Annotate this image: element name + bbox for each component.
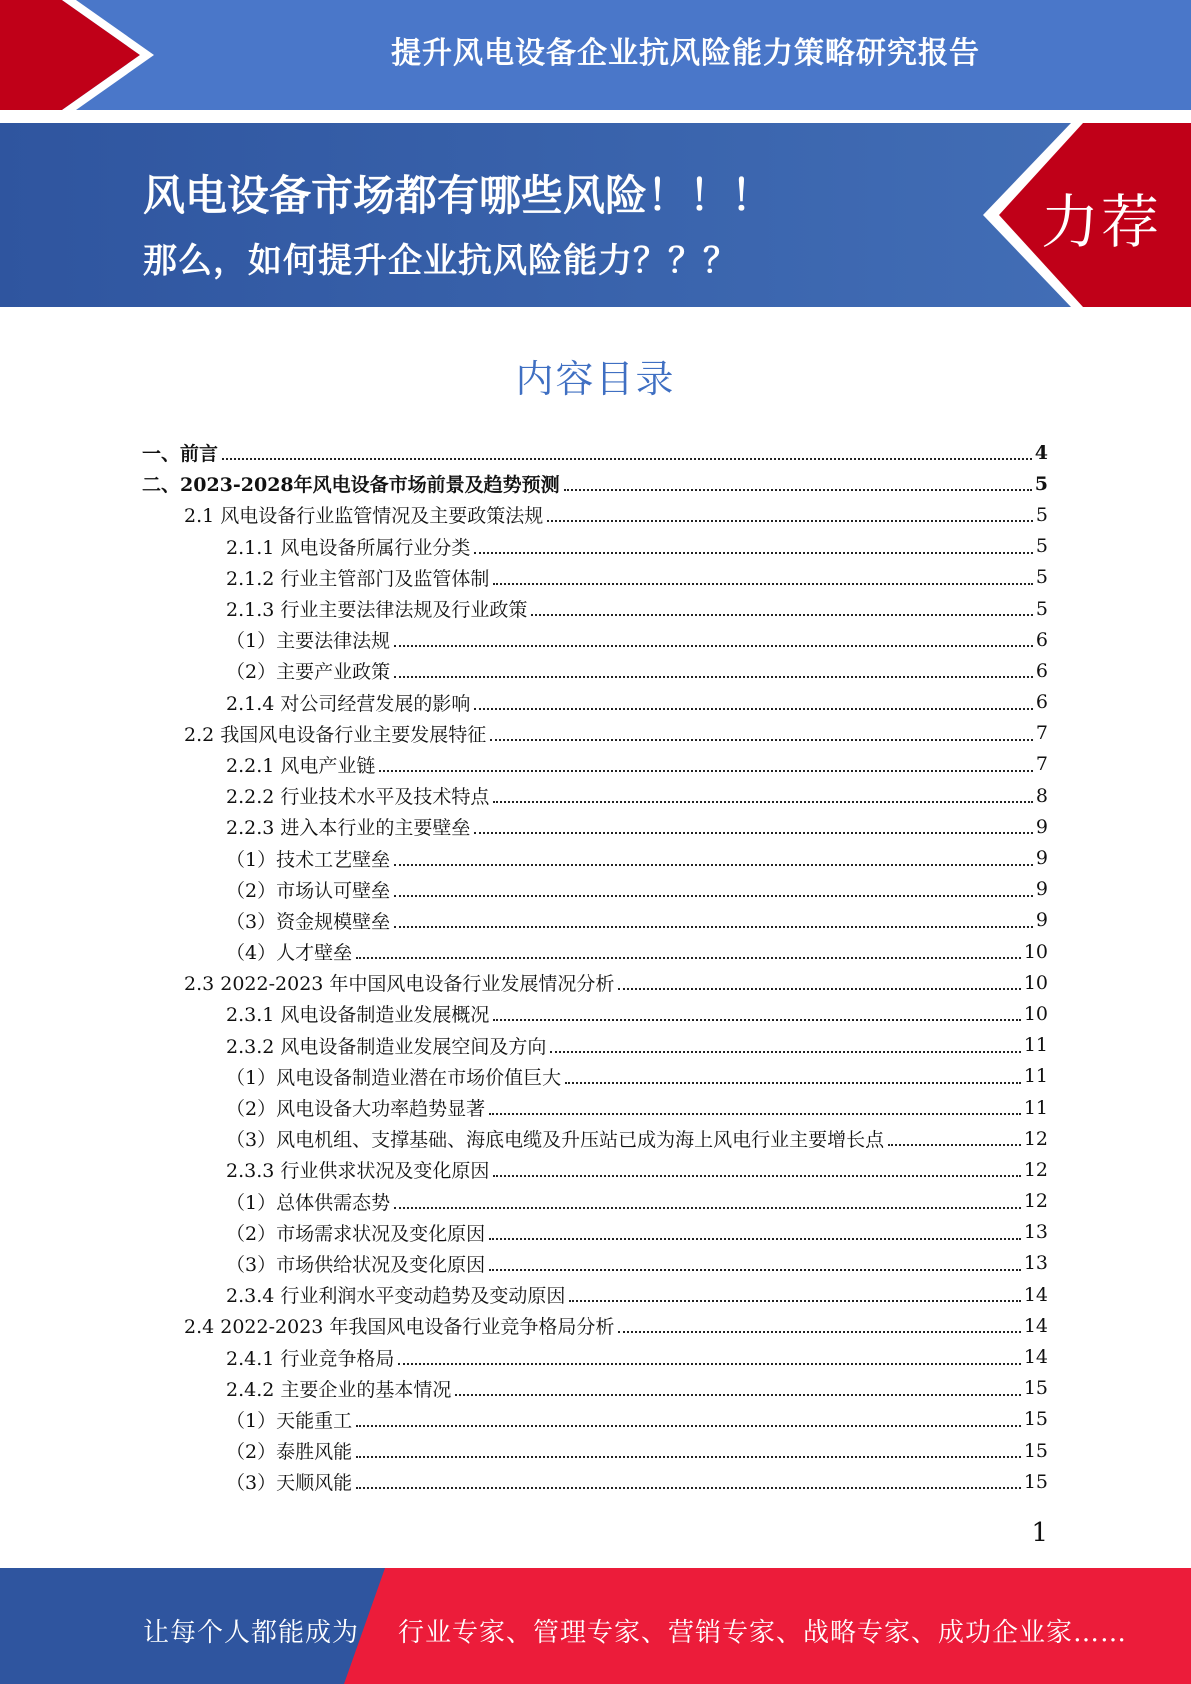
toc-dot-leader [356,1455,1021,1458]
toc-entry[interactable] [142,499,1048,530]
toc-entry-label: 2.1.2 行业主管部门及监管体制 [226,567,490,590]
toc-entry-page: 5 [1035,597,1048,620]
toc-entry-page: 5 [1035,503,1048,526]
toc-entry[interactable] [142,1279,1048,1310]
toc-entry-page: 7 [1035,722,1048,745]
toc-entry[interactable] [142,936,1048,967]
toc-entry-label: （3）市场供给状况及变化原因 [226,1253,486,1276]
toc-entry[interactable] [142,1154,1048,1185]
toc-entry-page: 11 [1023,1065,1048,1088]
toc-entry[interactable] [142,874,1048,905]
toc-dot-leader [550,1050,1020,1053]
toc-dot-leader [356,956,1021,959]
toc-entry-label: 2.1.4 对公司经营发展的影响 [226,692,471,715]
toc-entry-page: 11 [1023,1034,1048,1057]
toc-entry[interactable] [142,1123,1048,1154]
toc-entry[interactable] [142,718,1048,749]
toc-entry[interactable] [142,1092,1048,1123]
toc-entry[interactable] [142,531,1048,562]
toc-entry[interactable] [142,905,1048,936]
toc-entry[interactable] [142,1341,1048,1372]
toc-entry-label: 2.4.1 行业竞争格局 [226,1347,395,1370]
table-of-contents [142,437,1048,1497]
toc-entry-label: 二、2023-2028年风电设备市场前景及趋势预测 [142,474,560,497]
toc-entry-page: 6 [1035,628,1048,651]
toc-dot-leader [888,1143,1021,1146]
toc-entry-label: 2.1.3 行业主要法律法规及行业政策 [226,599,528,622]
toc-entry-page: 6 [1035,659,1048,682]
toc-entry-label: 2.3.2 风电设备制造业发展空间及方向 [226,1035,547,1058]
toc-entry[interactable] [142,1061,1048,1092]
toc-entry[interactable] [142,593,1048,624]
toc-dot-leader [474,707,1033,710]
toc-entry[interactable] [142,842,1048,873]
toc-entry[interactable] [142,780,1048,811]
toc-entry-page: 9 [1035,815,1048,838]
toc-entry[interactable] [142,624,1048,655]
toc-entry-page: 12 [1023,1190,1048,1213]
toc-entry-label: （2）主要产业政策 [226,661,391,684]
toc-entry-page: 15 [1023,1470,1048,1493]
toc-entry-label: （2）市场认可壁垒 [226,879,391,902]
toc-entry-page: 6 [1035,691,1048,714]
headline-question: 那么，如何提升企业抗风险能力？？？ [143,241,738,281]
red-chevron-decoration [0,0,180,110]
toc-entry-label: 2.3 2022-2023 年中国风电设备行业发展情况分析 [184,973,615,996]
toc-dot-leader [394,1206,1021,1209]
toc-entry[interactable] [142,811,1048,842]
toc-entry[interactable] [142,687,1048,718]
toc-entry-label: 2.3.1 风电设备制造业发展概况 [226,1004,490,1027]
toc-entry-page: 12 [1023,1127,1048,1150]
toc-entry[interactable] [142,562,1048,593]
toc-entry-page: 14 [1023,1346,1048,1369]
toc-entry[interactable] [142,749,1048,780]
toc-entry-page: 15 [1023,1439,1048,1462]
toc-entry-label: 2.3.3 行业供求状况及变化原因 [226,1160,490,1183]
toc-entry-label: （2）市场需求状况及变化原因 [226,1222,486,1245]
toc-entry[interactable] [142,437,1048,468]
toc-entry[interactable] [142,1435,1048,1466]
toc-entry-page: 9 [1035,909,1048,932]
toc-entry-page: 7 [1035,753,1048,776]
toc-entry[interactable] [142,1248,1048,1279]
toc-entry[interactable] [142,998,1048,1029]
toc-dot-leader [394,675,1033,678]
toc-entry[interactable] [142,1030,1048,1061]
toc-dot-leader [222,457,1032,460]
report-title: 提升风电设备企业抗风险能力策略研究报告 [391,36,980,71]
toc-entry[interactable] [142,1217,1048,1248]
toc-dot-leader [531,613,1033,616]
footer-banner [0,1568,1191,1684]
toc-entry-label: 2.1.1 风电设备所属行业分类 [226,536,471,559]
toc-entry[interactable] [142,967,1048,998]
toc-dot-leader [565,1081,1021,1084]
toc-entry-label: （1）主要法律法规 [226,630,391,653]
toc-entry-page: 15 [1023,1408,1048,1431]
toc-entry-label: （1）天能重工 [226,1409,353,1432]
headline-risks: 风电设备市场都有哪些风险！！！ [143,171,774,220]
toc-dot-leader [489,1268,1021,1271]
report-title-strip [0,0,1191,110]
toc-dot-leader [564,488,1032,491]
toc-entry-page: 13 [1023,1252,1048,1275]
toc-dot-leader [493,1018,1020,1021]
toc-dot-leader [394,894,1033,897]
toc-entry[interactable] [142,1310,1048,1341]
toc-entry-page: 10 [1023,1002,1048,1025]
toc-dot-leader [489,1112,1021,1115]
toc-dot-leader [455,1393,1020,1396]
toc-entry-label: （3）资金规模壁垒 [226,910,391,933]
toc-dot-leader [618,1330,1020,1333]
toc-dot-leader [398,1362,1020,1365]
toc-dot-leader [618,987,1020,990]
toc-entry[interactable] [142,1186,1048,1217]
toc-entry-page: 14 [1023,1314,1048,1337]
toc-dot-leader [394,863,1033,866]
footer-slogan-right: 行业专家、管理专家、营销专家、战略专家、成功企业家…… [398,1618,1128,1648]
toc-entry-page: 10 [1023,971,1048,994]
toc-entry-label: （3）风电机组、支撑基础、海底电缆及升压站已成为海上风电行业主要增长点 [226,1129,885,1152]
toc-entry-page: 11 [1023,1096,1048,1119]
toc-entry-label: （1）总体供需态势 [226,1191,391,1214]
toc-entry-page: 8 [1035,784,1048,807]
toc-entry-label: 2.4 2022-2023 年我国风电设备行业竞争格局分析 [184,1316,615,1339]
toc-dot-leader [474,831,1033,834]
toc-entry-label: 一、前言 [142,443,219,466]
toc-dot-leader [394,644,1033,647]
toc-entry-page: 12 [1023,1158,1048,1181]
toc-entry-page: 14 [1023,1283,1048,1306]
toc-heading: 内容目录 [515,357,676,401]
toc-entry-page: 9 [1035,847,1048,870]
toc-dot-leader [490,738,1033,741]
footer-slogan-left: 让每个人都能成为 [143,1618,360,1648]
toc-entry-label: 2.2.3 进入本行业的主要壁垒 [226,817,471,840]
toc-entry-page: 9 [1035,878,1048,901]
toc-entry-label: 2.1 风电设备行业监管情况及主要政策法规 [184,505,544,528]
toc-entry[interactable] [142,1373,1048,1404]
toc-entry-label: 2.3.4 行业利润水平变动趋势及变动原因 [226,1285,566,1308]
toc-entry[interactable] [142,655,1048,686]
toc-entry-label: （1）技术工艺壁垒 [226,848,391,871]
toc-dot-leader [547,519,1033,522]
toc-entry-label: （3）天顺风能 [226,1472,353,1495]
toc-entry-page: 5 [1035,566,1048,589]
toc-entry[interactable] [142,1466,1048,1497]
toc-entry[interactable] [142,1404,1048,1435]
toc-dot-leader [356,1486,1021,1489]
recommend-badge: 力荐 [1040,188,1161,256]
toc-entry[interactable] [142,468,1048,499]
toc-entry-label: 2.2.2 行业技术水平及技术特点 [226,786,490,809]
toc-entry-label: （4）人才壁垒 [226,942,353,965]
toc-dot-leader [394,925,1033,928]
toc-dot-leader [493,1174,1020,1177]
toc-entry-page: 5 [1035,535,1048,558]
toc-dot-leader [493,582,1033,585]
toc-entry-page: 10 [1023,940,1048,963]
toc-entry-label: 2.2.1 风电产业链 [226,754,376,777]
headline-banner [0,123,1191,307]
toc-dot-leader [493,800,1033,803]
toc-entry-label: 2.4.2 主要企业的基本情况 [226,1378,452,1401]
page-number: 1 [1031,1518,1048,1548]
toc-dot-leader [569,1299,1020,1302]
toc-dot-leader [489,1237,1021,1240]
toc-dot-leader [474,551,1033,554]
toc-entry-label: （1）风电设备制造业潜在市场价值巨大 [226,1066,562,1089]
toc-entry-page: 5 [1034,472,1048,495]
toc-entry-label: （2）泰胜风能 [226,1441,353,1464]
toc-dot-leader [379,769,1033,772]
toc-entry-page: 15 [1023,1377,1048,1400]
toc-entry-page: 13 [1023,1221,1048,1244]
toc-entry-page: 4 [1034,441,1048,464]
toc-entry-label: （2）风电设备大功率趋势显著 [226,1098,486,1121]
toc-entry-label: 2.2 我国风电设备行业主要发展特征 [184,723,487,746]
toc-dot-leader [356,1424,1021,1427]
